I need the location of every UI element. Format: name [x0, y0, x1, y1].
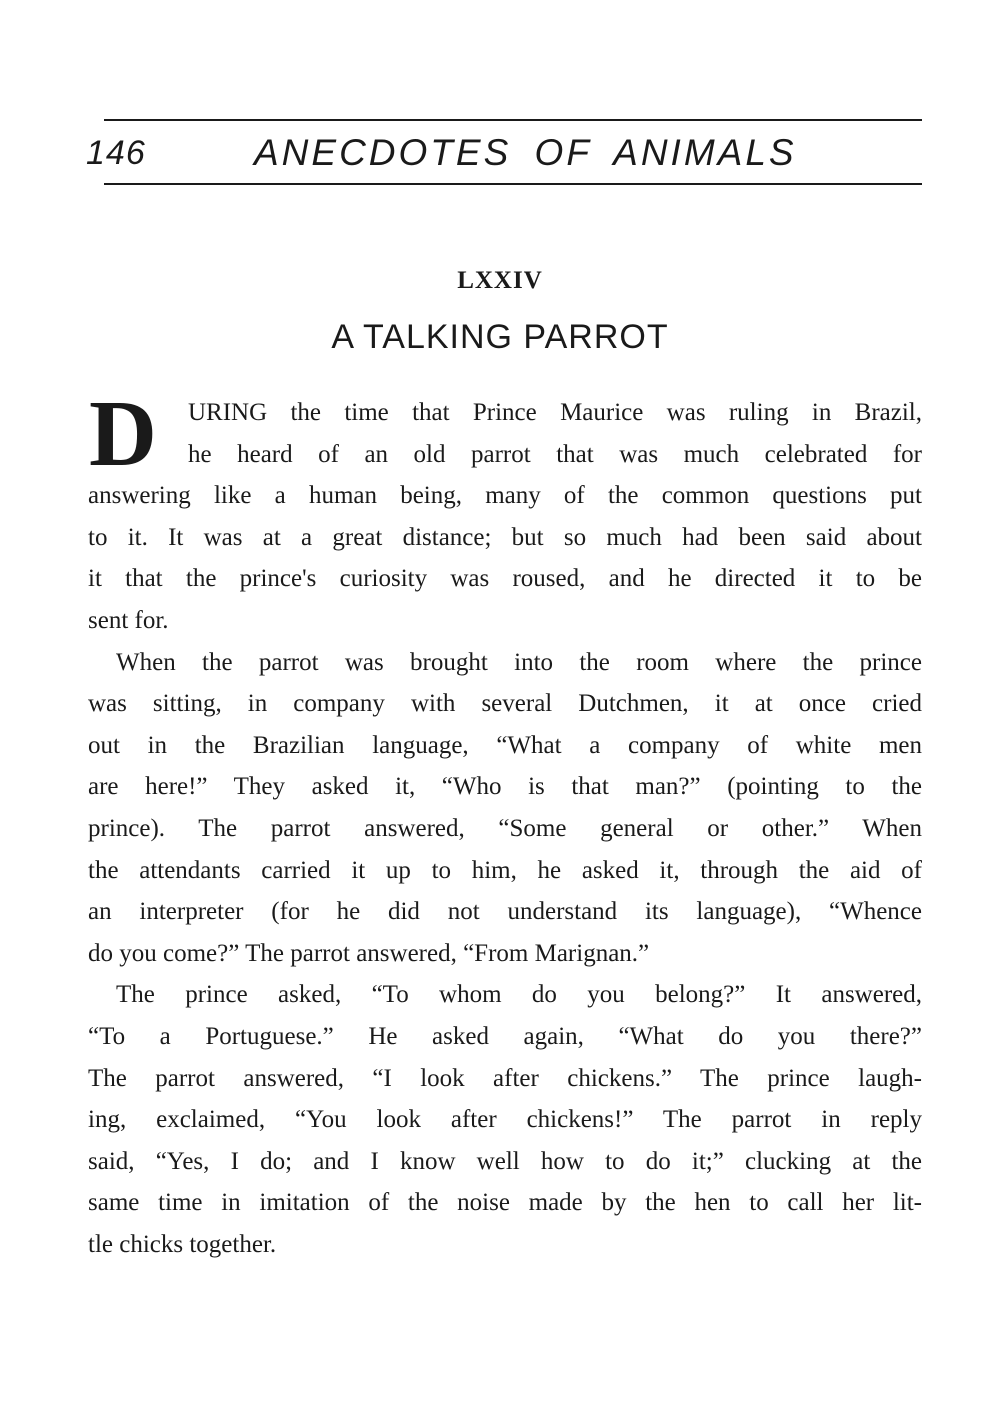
- text-line: URING the time that Prince Maurice was ruling in Brazil,: [188, 399, 922, 426]
- header-rule-top: [104, 119, 922, 121]
- text-line: it that the prince's curiosity was roused, and he directed it to be: [88, 565, 922, 593]
- drop-cap: D: [89, 382, 157, 486]
- text-line: tle chicks together.: [88, 1230, 277, 1258]
- text-line: said, “Yes, I do; and I know well how to do it;” clucking at the: [88, 1147, 922, 1175]
- running-head: [86, 128, 926, 180]
- text-line: was sitting, in company with several Dutchmen, it at once cried: [88, 690, 922, 718]
- body-text: [88, 382, 922, 1265]
- text-line: answering like a human being, many of the common questions put: [88, 482, 922, 510]
- text-line: the attendants carried it up to him, he asked it, through the aid of: [88, 856, 922, 884]
- text-line: he heard of an old parrot that was much celebrated for: [188, 440, 922, 468]
- text-line: “To a Portuguese.” He asked again, “What do you there?”: [88, 1022, 922, 1050]
- chapter-title: A TALKING PARROT: [331, 318, 669, 356]
- text-line: an interpreter (for he did not understand its language), “Whence: [88, 898, 922, 926]
- header-rule-bottom: [104, 183, 922, 185]
- text-line: The parrot answered, “I look after chickens.” The prince laugh-: [88, 1064, 922, 1092]
- chapter-number: LXXIV: [457, 267, 543, 294]
- text-line: The prince asked, “To whom do you belong?” It answered,: [116, 981, 922, 1009]
- text-line: ing, exclaimed, “You look after chickens!” The parrot in reply: [88, 1106, 922, 1134]
- text-line: out in the Brazilian language, “What a company of white men: [88, 731, 922, 759]
- text-line: prince). The parrot answered, “Some general or other.” When: [88, 814, 922, 842]
- page-number: 146: [86, 134, 146, 172]
- book-title: ANECDOTES OF ANIMALS: [254, 132, 797, 173]
- text-line: do you come?” The parrot answered, “From Marignan.”: [88, 939, 650, 967]
- text-line: When the parrot was brought into the room where the prince: [116, 648, 922, 676]
- text-line: sent for.: [88, 606, 169, 634]
- text-line: are here!” They asked it, “Who is that man?” (pointing to the: [88, 773, 922, 801]
- text-line: same time in imitation of the noise made by the hen to call her lit-: [88, 1189, 922, 1217]
- text-line: to it. It was at a great distance; but so much had been said about: [88, 523, 922, 551]
